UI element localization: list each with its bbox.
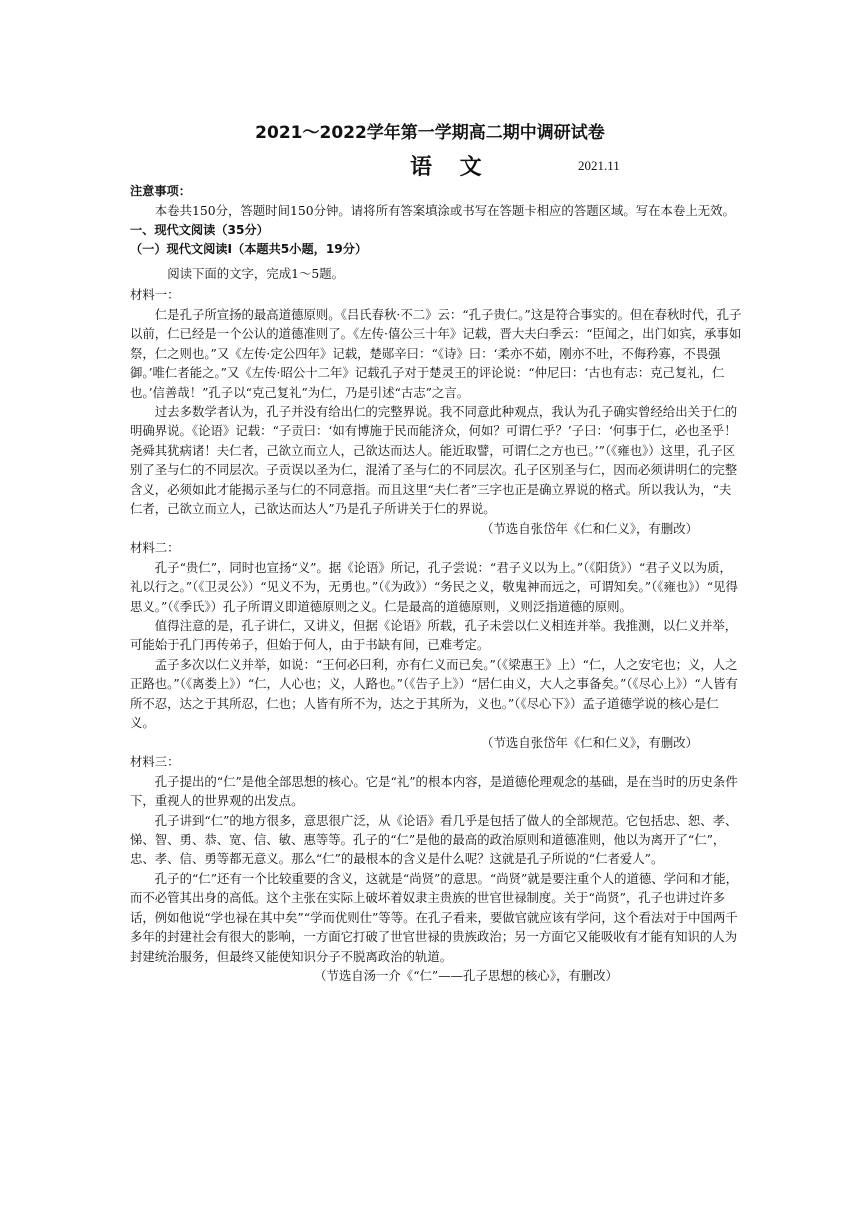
paragraph: 值得注意的是，孔子讲仁，又讲义，但据《论语》所载，孔子未尝以仁义相连并举。我推测，以仁义并举，可能始于孔门再传弟子，但始于何人，由于书缺有间，已难考定。	[130, 617, 738, 653]
notice-heading: 注意事项：	[130, 184, 191, 198]
subject-title: 语 文	[410, 155, 492, 180]
source-citation: （节选自张岱年《仁和仁义》，有删改）	[481, 734, 698, 750]
paragraph: 仁是孔子所宣扬的最高道德原则。《吕氏春秋·不二》云：“孔子贵仁。”这是符合事实的。但在春秋时代，孔子以前，仁已经是一个公认的道德准则了。《左传·僖公三十年》记载，晋大夫臼季云：“臣闻之，出门如宾，承事如祭，仁之则也。”又《左传·定公四年》记载，楚郧辛曰：“《诗》曰：‘柔亦不茹，刚亦不吐，不侮矜寡，不畏强御。’唯仁者能之。”又《左传·昭公十二年》记载孔子对于楚灵王的评论说：“仲尼曰：‘古也有志：克己复礼，仁也。’信善哉！”孔子以“克己复礼”为仁，乃是引述“古志”之言。	[130, 306, 742, 400]
exam-date: 2021.11	[578, 158, 620, 173]
paragraph: 孔子提出的“仁”是他全部思想的核心。它是“礼”的根本内容，是道德伦理观念的基础，是在当时的历史条件下，重视人的世界观的出发点。	[130, 773, 738, 809]
material-label: 材料三：	[130, 754, 180, 770]
reading-instruction: 阅读下面的文字，完成1～5题。	[167, 265, 345, 281]
source-citation: （节选自张岱年《仁和仁义》，有删改）	[481, 520, 698, 536]
material-label: 材料二：	[130, 540, 180, 556]
paragraph: 孟子多次以仁义并举，如说：“王何必曰利，亦有仁义而已矣。”（《梁惠王》上）“仁，人之安宅也；义，人之正路也。”（《离娄上》）“仁，人心也；义，人路也。”（《告子上》）“居仁由义，大人之事备矣。”（《尽心上》）“人皆有所不忍，达之于其所忍，仁也；人皆有所不为，达之于其所为，义也。”（《尽心下》）孟子道德学说的核心是仁义。	[130, 656, 738, 731]
paragraph: 孔子的“仁”还有一个比较重要的含义，这就是“尚贤”的意思。“尚贤”就是要注重个人的道德、学问和才能，而不必管其出身的高低。这个主张在实际上破坏着奴隶主贵族的世官世禄制度。关于“尚贤”，孔子也讲过许多话，例如他说“学也禄在其中矣”“学而优则仕”等等。在孔子看来，要做官就应该有学问，这个看法对于中国两千多年的封建社会有很大的影响，一方面它打破了世官世禄的贵族政治；另一方面它又能吸收有才能有知识的人为封建统治服务，但最终又能使知识分子不脱离政治的轨道。	[130, 870, 738, 964]
paragraph: 孔子“贵仁”，同时也宣扬“义”。据《论语》所记，孔子尝说：“君子义以为上。”（《阳货》）“君子义以为质，礼以行之。”（《卫灵公》）“见义不为，无勇也。”（《为政》）“务民之义，敬鬼神而远之，可谓知矣。”（《雍也》）“见得思义。”（《季氏》）孔子所谓义即道德原则之义。仁是最高的道德原则，义则泛指道德的原则。	[130, 559, 738, 614]
material-label: 材料一：	[130, 287, 180, 303]
exam-content	[130, 182, 742, 986]
exam-title: 2021～2022学年第一学期高二期中调研试卷	[255, 123, 605, 143]
paragraph: 过去多数学者认为，孔子并没有给出仁的完整界说。我不同意此种观点，我认为孔子确实曾经给出关于仁的明确界说。《论语》记载：“子贡曰：‘如有博施于民而能济众，何如？可谓仁乎？’子曰：‘何事于仁，必也圣乎！尧舜其犹病诸！夫仁者，己欲立而立人，己欲达而达人。能近取譬，可谓仁之方也已。’”（《雍也》）这里，孔子区别了圣与仁的不同层次。子贡误以圣为仁，混淆了圣与仁的不同层次。孔子区别圣与仁，因而必须讲明仁的完整含义，必须如此才能揭示圣与仁的不同意指。而且这里“夫仁者”三字也正是确立界说的格式。所以我认为，“夫仁者，己欲立而立人，己欲达而达人”乃是孔子所讲关于仁的界说。	[130, 403, 738, 517]
section-heading: 一、现代文阅读（35分）	[130, 222, 269, 237]
source-citation: （节选自汤一介《“仁”——孔子思想的核心》，有删改）	[314, 968, 618, 984]
paragraph: 孔子讲到“仁”的地方很多，意思很广泛，从《论语》看几乎是包括了做人的全部规范。它包括忠、恕、孝、悌、智、勇、恭、宽、信、敏、惠等等。孔子的“仁”是他的最高的政治原则和道德准则，他以为离开了“仁”，忠、孝、信、勇等都无意义。那么“仁”的最根本的含义是什么呢？这就是孔子所说的“仁者爱人”。	[130, 812, 738, 867]
notice-text: 本卷共150分，答题时间150分钟。请将所有答案填涂或书写在答题卡相应的答题区域。写在本卷上无效。	[154, 203, 735, 219]
subsection-heading: （一）现代文阅读Ⅰ（本题共5小题，19分）	[130, 242, 368, 257]
